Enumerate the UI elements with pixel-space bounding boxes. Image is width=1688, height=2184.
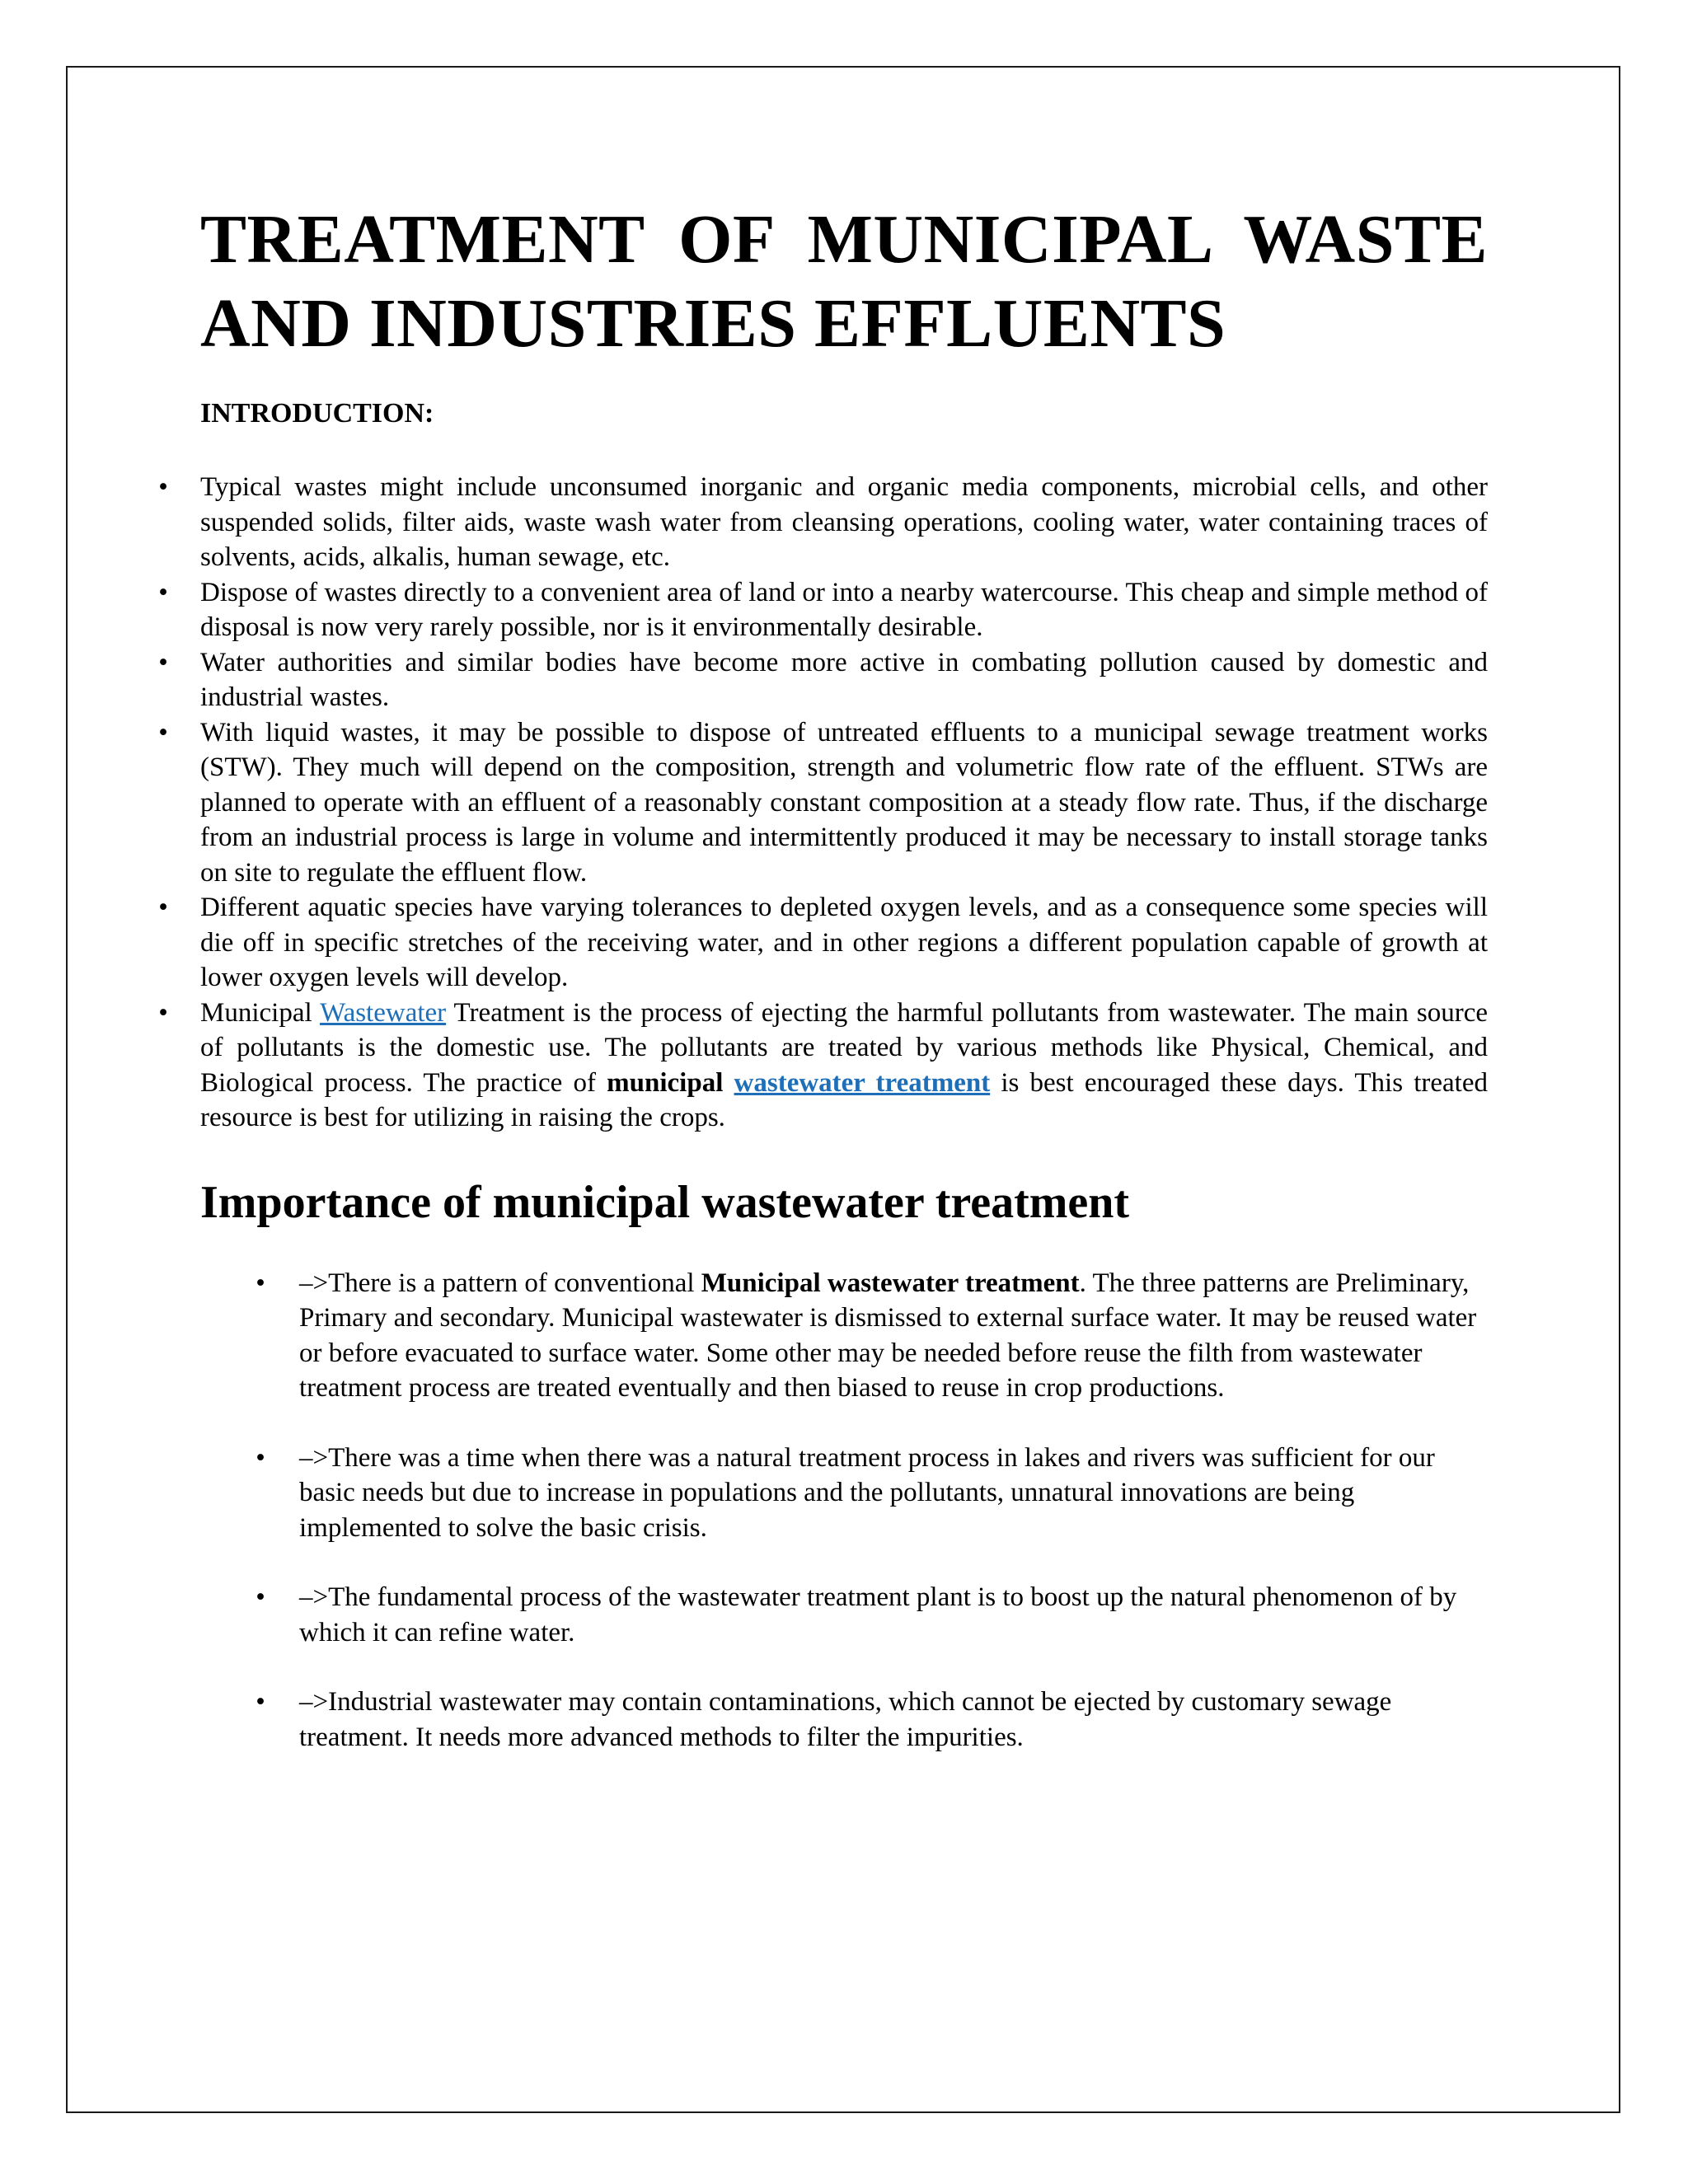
list-item-text: Typical wastes might include unconsumed inorganic and organic media components, microbial cells, and other suspended solids, filter aids, waste wash water from cleansing operations, cooling water, water containing traces of solvents, acids, alkalis, human sewage, etc. (200, 472, 1488, 572)
bullet-icon: • (158, 997, 168, 1028)
list-item (158, 575, 1488, 645)
list-item (256, 1266, 1488, 1406)
list-item-text: –>Industrial wastewater may contain contaminations, which cannot be ejected by customary sewage treatment. It needs more advanced methods to filter the impurities. (299, 1687, 1392, 1752)
list-item (256, 1580, 1488, 1650)
list-item-text: With liquid wastes, it may be possible to dispose of untreated effluents to a municipal sewage treatment works (STW). They much will depend on the composition, strength and volumetric flow rate of the effluent. STWs are planned to operate with an effluent of a reasonably constant composition at a steady flow rate. Thus, if the discharge from an industrial process is large in volume and intermittently produced it may be necessary to install storage tanks on site to regulate the effluent flow. (200, 717, 1488, 888)
space (723, 1068, 734, 1098)
list-item-text: Water authorities and similar bodies have become more active in combating pollution caused by domestic and industrial wastes. (200, 647, 1488, 712)
bullet-icon: • (158, 893, 168, 922)
bullet-icon: • (158, 577, 168, 607)
list-item (256, 1441, 1488, 1546)
bold-term: municipal (607, 1067, 724, 1098)
introduction-heading: INTRODUCTION: (200, 398, 434, 429)
wastewater-treatment-link[interactable]: wastewater treatment (734, 1067, 991, 1098)
introduction-list (158, 470, 1489, 1136)
bold-term: Municipal wastewater treatment (701, 1268, 1080, 1298)
list-item-text-part: Municipal (200, 997, 321, 1028)
bullet-icon: • (256, 1687, 265, 1717)
bullet-icon: • (158, 647, 168, 677)
document-body (158, 198, 1489, 1789)
list-item (158, 645, 1488, 715)
bullet-icon: • (158, 717, 168, 748)
list-item-text: Different aquatic species have varying tolerances to depleted oxygen levels, and as a consequence some species will die off in specific stretches of the receiving water, and in other regions a different population capable of growth at lower oxygen levels will develop. (200, 893, 1488, 992)
document-title: TREATMENT OF MUNICIPAL WASTE AND INDUSTRIES EFFLUENTS (200, 201, 1488, 362)
wastewater-link[interactable]: Wastewater (320, 997, 447, 1028)
list-item-text: Dispose of wastes directly to a convenient area of land or into a nearby watercourse. This cheap and simple method of disposal is now very rarely possible, nor is it environmentally desirable. (200, 577, 1488, 642)
list-item-text: –>There was a time when there was a natural treatment process in lakes and rivers was sufficient for our basic needs but due to increase in populations and the pollutants, unnatural innovations are being implemented to solve the basic crisis. (299, 1442, 1435, 1543)
list-item-text-part: Treatment is the process of ejecting the harmful pollutants from wastewater. The main source of pollutants is the domestic use. The pollutants are treated by various methods like Physical, Chemical, and Biological process. The practice of (200, 997, 1489, 1098)
list-item (158, 996, 1489, 1136)
list-item-text: –>The fundamental process of the wastewater treatment plant is to boost up the natural phenomenon of by which it can refine water. (299, 1582, 1457, 1647)
list-item-text-part: . The three patterns are Preliminary, Primary and secondary. Municipal wastewater is dismissed to external surface water. It may be reused water or before evacuated to surface water. Some other may be needed before reuse the filth from wastewater treatment process are treated eventually and then biased to reuse in crop productions. (299, 1268, 1477, 1403)
importance-list (200, 1266, 1488, 1755)
bullet-icon: • (256, 1442, 265, 1473)
list-item (158, 890, 1488, 996)
bullet-icon: • (158, 472, 168, 502)
importance-section-heading: Importance of municipal wastewater treatment (200, 1176, 1130, 1228)
list-item-text-part: –>There is a pattern of conventional (299, 1268, 701, 1298)
list-item-text-part: is best encouraged these days. This treated resource is best for utilizing in raising the crops. (200, 1067, 1488, 1132)
list-item (256, 1685, 1488, 1755)
bullet-icon: • (256, 1268, 265, 1298)
list-item (158, 470, 1488, 575)
bullet-icon: • (256, 1582, 265, 1612)
list-item (158, 715, 1488, 891)
